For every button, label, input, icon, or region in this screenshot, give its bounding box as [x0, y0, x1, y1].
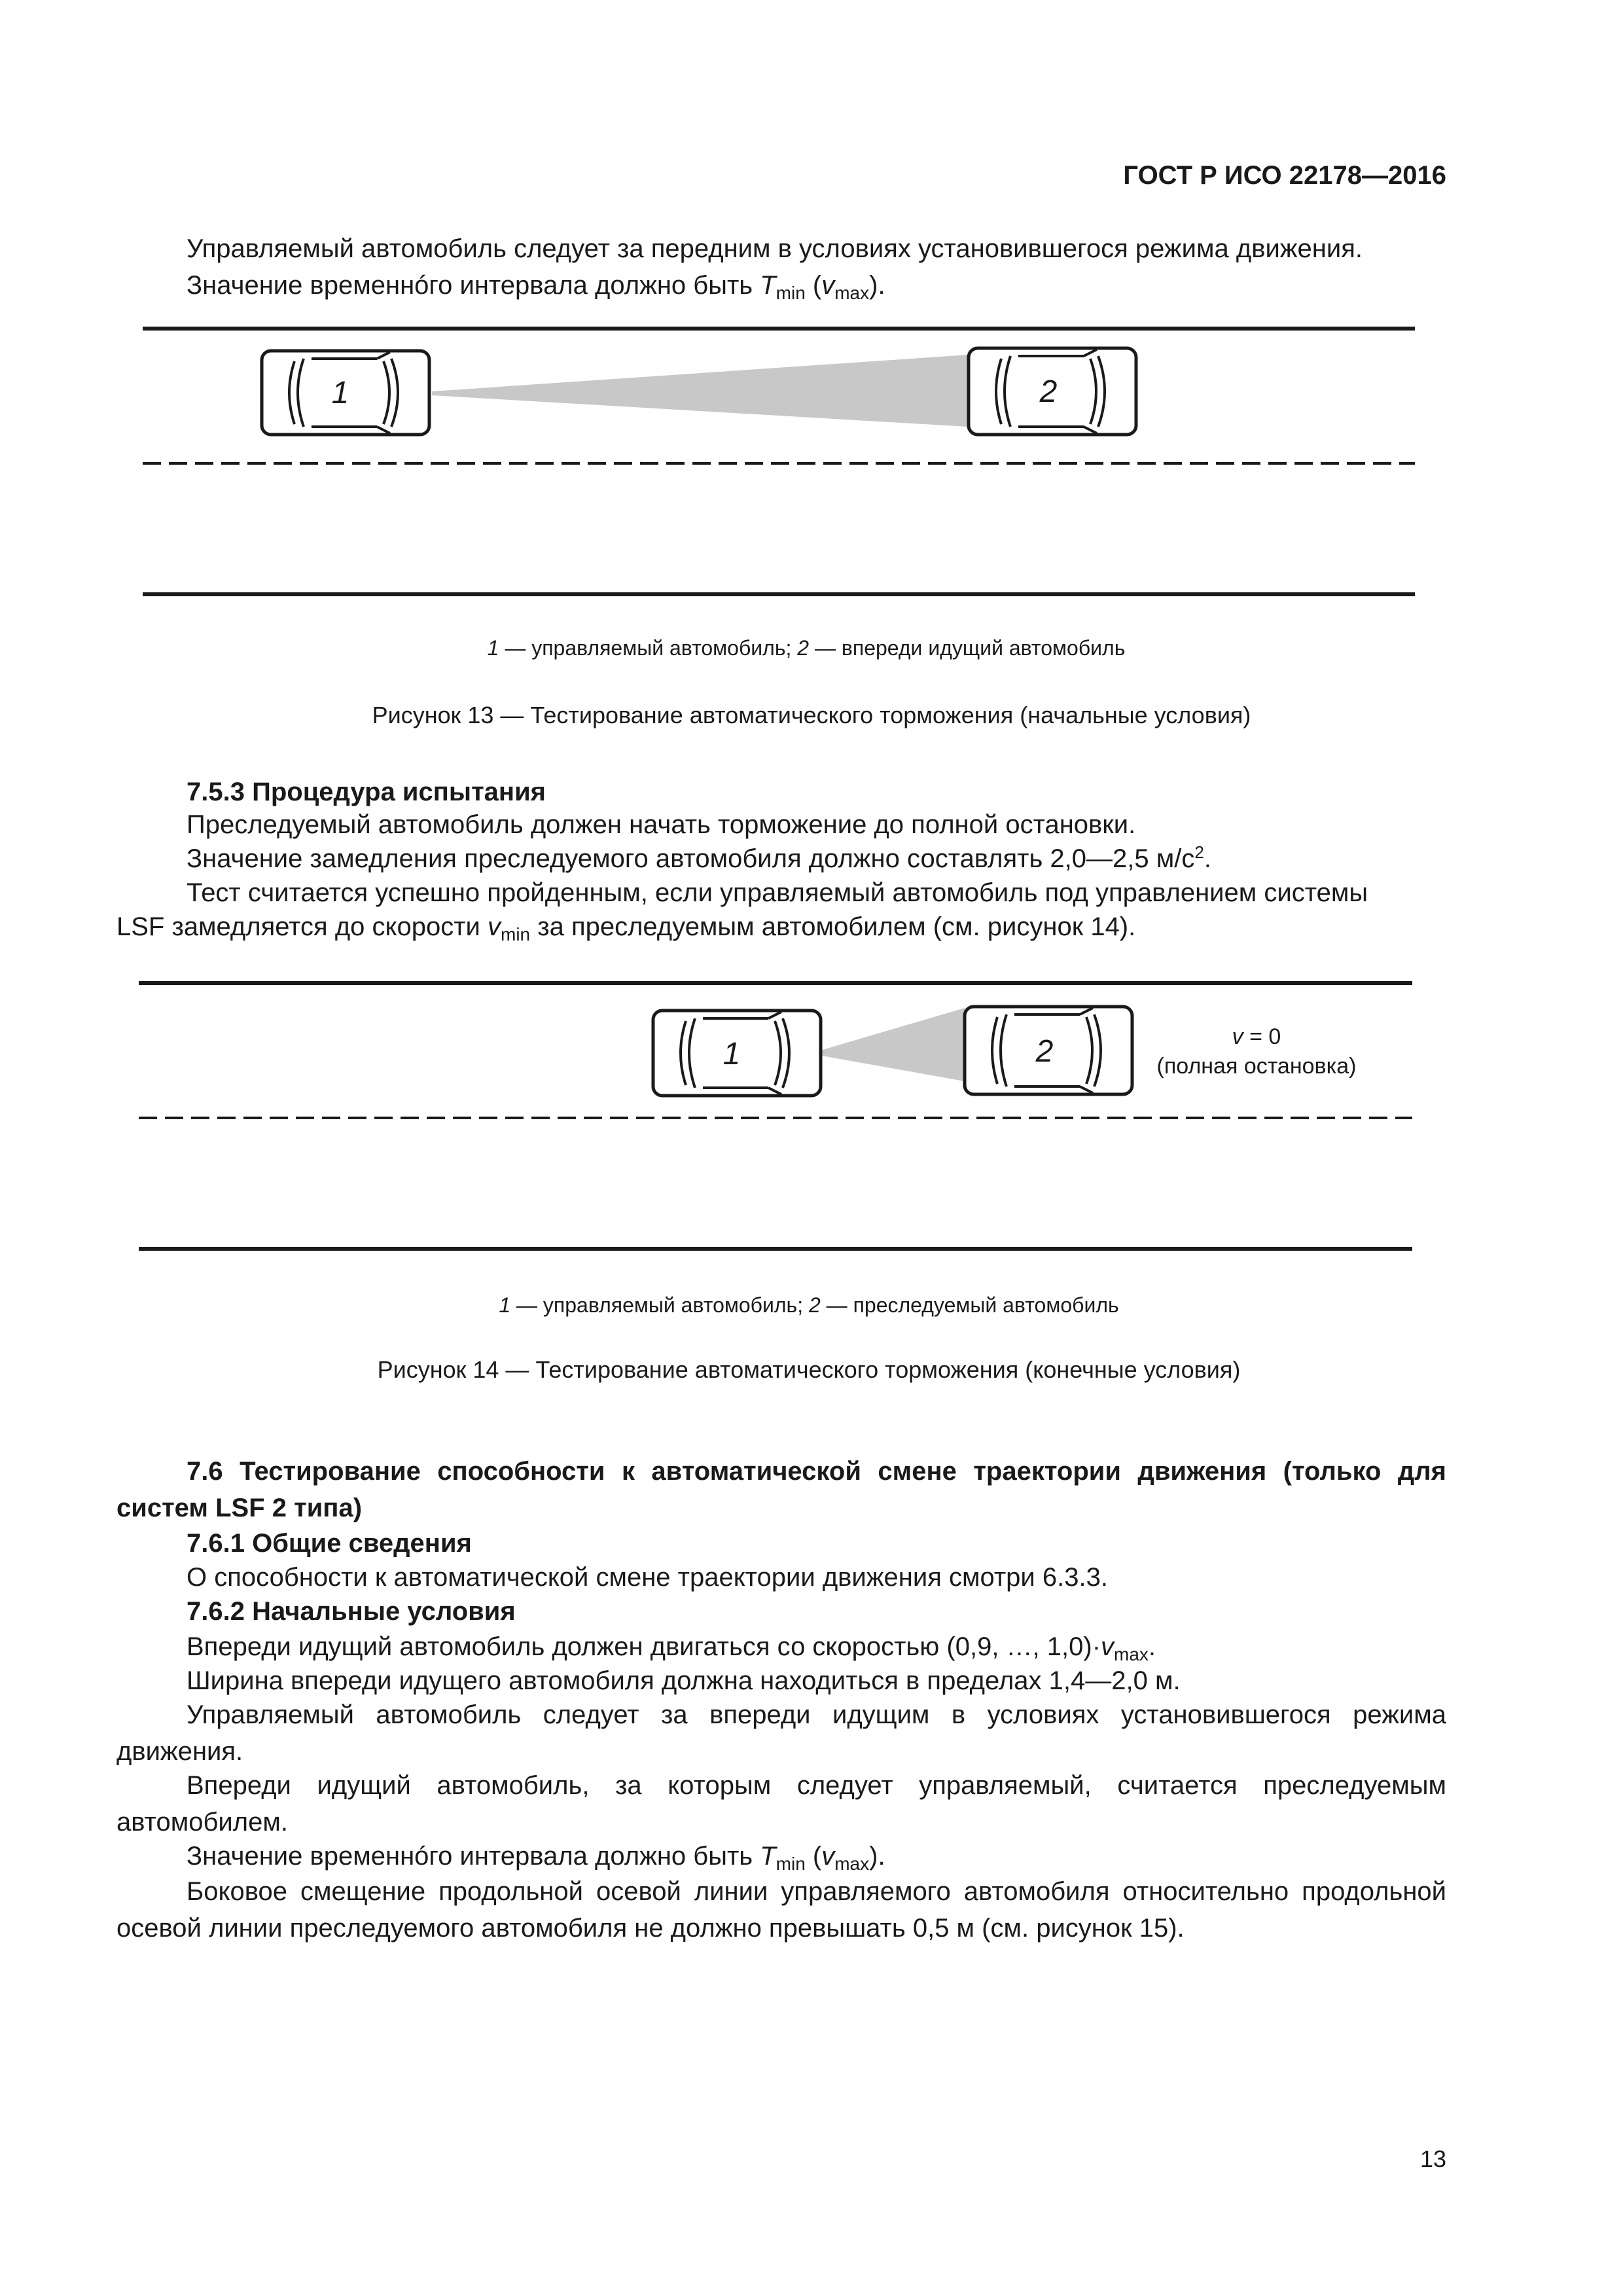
full-stop-label: (полная остановка) — [1156, 1054, 1357, 1079]
intro-line-1: Управляемый автомобиль следует за передним в условиях установившегося режима движения. — [187, 234, 1363, 263]
page-number: 13 — [1419, 2145, 1446, 2172]
figure-13-diagram — [0, 314, 1623, 602]
sensor-beam — [818, 1008, 965, 1081]
figure-13-caption: Рисунок 13 — Тестирование автоматического торможения (начальные условия) — [372, 702, 1251, 728]
figure-13-legend: 1 — управляемый автомобиль; 2 — впереди идущий автомобиль — [487, 636, 1126, 660]
section-7-6-2-heading: 7.6.2 Начальные условия — [187, 1597, 516, 1626]
vehicle-2 — [969, 348, 1136, 435]
sec762-p6: Боковое смещение продольной осевой линии управляемого автомобиля относительно продольной осевой линии преследуемого автомобиля не должно превышать 0,5 м (см. рисунок 15). — [116, 1877, 1446, 1943]
sec753-p3: Тест считается успешно пройденным, если управляемый автомобиль под управлением системы — [187, 878, 1368, 907]
section-7-5-3-heading: 7.5.3 Процедура испытания — [187, 778, 546, 806]
vehicle-2 — [965, 1007, 1132, 1094]
vehicle-1-label: 1 — [722, 1037, 741, 1071]
section-7-6-heading: 7.6 Тестирование способности к автоматической смене траектории движения (только для систем LSF 2 типа) — [116, 1457, 1446, 1522]
sensor-beam — [432, 355, 969, 427]
velocity-label: v = 0 — [1232, 1024, 1281, 1049]
sec753-p4: LSF замедляется до скорости $v_{min}$ за преследуемым автомобилем (см. рисунок 14). — [116, 912, 1136, 944]
sec753-p2: Значение замедления преследуемого автомобиля должно составлять 2,0—2,5 $м/с^2$. — [187, 842, 1211, 873]
sec762-p3: Управляемый автомобиль следует за впереди идущим в условиях установившегося режима движения. — [116, 1700, 1446, 1766]
sec761-p1: О способности к автоматической смене траектории движения смотри 6.3.3. — [187, 1563, 1108, 1592]
figure-14-caption: Рисунок 14 — Тестирование автоматического торможения (конечные условия) — [377, 1356, 1241, 1383]
intro-line-2: Значение временнóго интервала должно быть $T_{min}$ $(v_{max})$. — [187, 271, 885, 303]
document-header: ГОСТ Р ИСО 22178—2016 — [1123, 161, 1446, 190]
sec762-p4: Впереди идущий автомобиль, за которым следует управляемый, считается преследуемым автомобилем. — [116, 1771, 1446, 1837]
sec762-p1: Впереди идущий автомобиль должен двигаться со скоростью (0,9, …, $1,0)\cdot v_{max}$. — [187, 1632, 1156, 1664]
sec762-p5: Значение временнóго интервала должно быть $T_{min}$ $(v_{max})$. — [187, 1842, 885, 1874]
vehicle-1 — [262, 351, 429, 435]
vehicle-2-label: 2 — [1039, 374, 1058, 409]
vehicle-1-label: 1 — [331, 376, 349, 410]
sec753-p1: Преследуемый автомобиль должен начать торможение до полной остановки. — [187, 810, 1136, 839]
figure-14-legend: 1 — управляемый автомобиль; 2 — преследуемый автомобиль — [499, 1293, 1119, 1317]
sec762-p2: Ширина впереди идущего автомобиля должна находиться в пределах 1,4—2,0 м. — [187, 1666, 1181, 1695]
figure-14-diagram — [0, 969, 1623, 1257]
vehicle-2-label: 2 — [1035, 1034, 1054, 1069]
vehicle-1 — [653, 1011, 821, 1096]
section-7-6-1-heading: 7.6.1 Общие сведения — [187, 1529, 472, 1558]
